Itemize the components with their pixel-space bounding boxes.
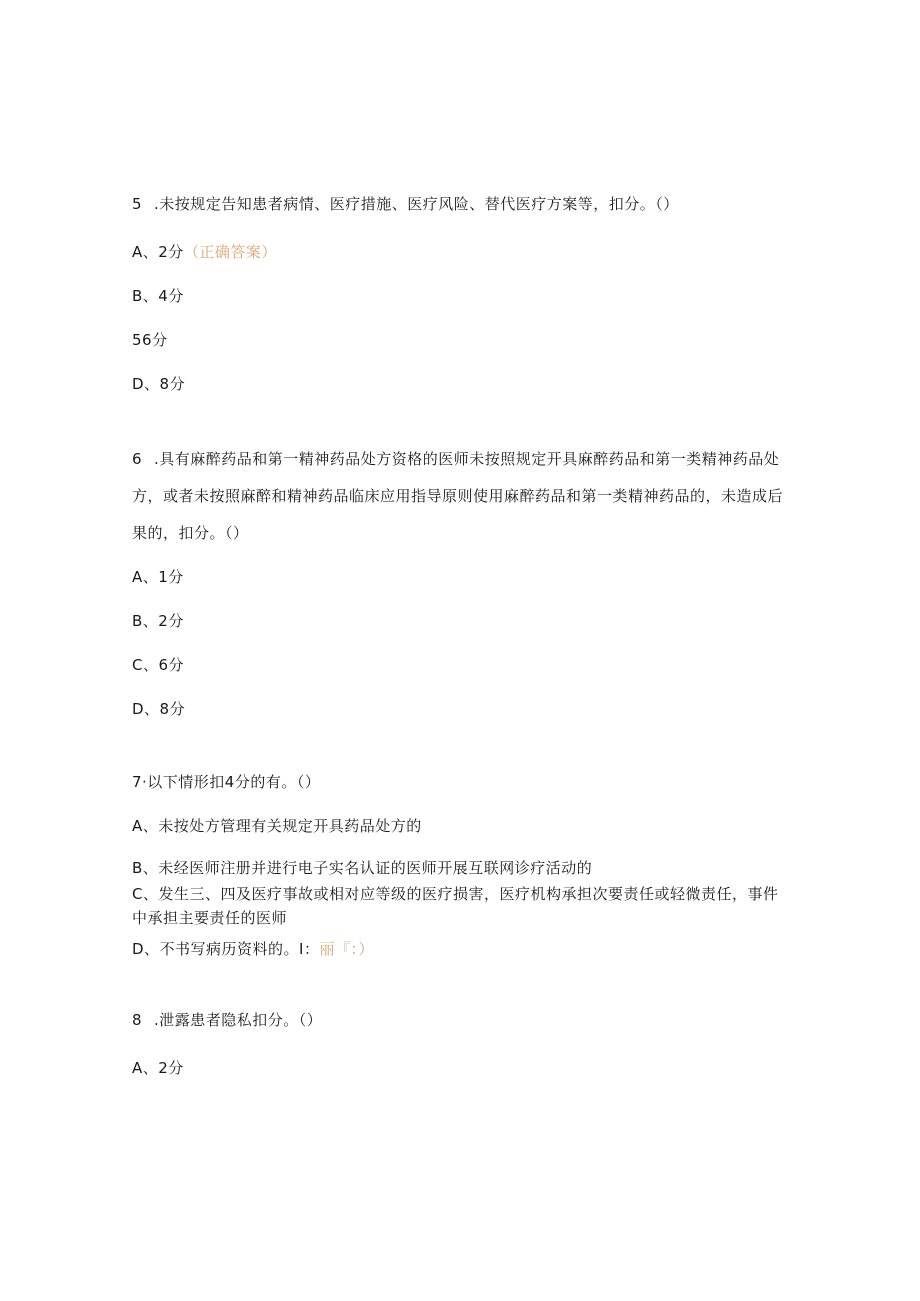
option-label: 56分: [132, 331, 168, 349]
question-text: .泄露患者隐私扣分。（）: [154, 1011, 323, 1029]
correct-answer-note: （正确答案）: [183, 243, 277, 261]
option-b[interactable]: [132, 610, 184, 632]
option-label: D、8分: [132, 375, 186, 393]
option-c[interactable]: [132, 882, 792, 930]
option-d[interactable]: [132, 373, 185, 395]
question-8-stem: [132, 1009, 322, 1031]
option-a[interactable]: [132, 1057, 184, 1079]
option-label: A、1分: [132, 568, 184, 586]
option-d[interactable]: [132, 938, 374, 960]
option-label: B、4分: [132, 287, 184, 305]
option-label: A、未按处方管理有关规定开具药品处方的: [132, 817, 422, 835]
option-b[interactable]: [132, 857, 592, 879]
option-a[interactable]: [132, 815, 422, 837]
option-d[interactable]: [132, 698, 185, 720]
question-text: .具有麻醉药品和第一精神药品处方资格的医师未按照规定开具麻醉药品和第一类精神药品处方，或者未按照麻醉和精神药品临床应用指导原则使用麻醉药品和第一类精神药品的，未造成后果的，扣分。（）: [132, 450, 784, 542]
answer-note: 丽『：）: [319, 940, 374, 958]
question-number: 5: [132, 195, 143, 213]
option-a[interactable]: [132, 566, 184, 588]
question-5-stem: [132, 193, 679, 215]
question-7-stem: [132, 771, 320, 793]
option-b[interactable]: [132, 285, 184, 307]
option-label: C、6分: [132, 656, 185, 674]
option-c[interactable]: [132, 654, 184, 676]
option-label: A、2分: [132, 1059, 184, 1077]
option-label: B、2分: [132, 612, 184, 630]
option-c[interactable]: [132, 329, 168, 351]
option-label: D、8分: [132, 700, 186, 718]
option-label: D、不书写病历资料的。I：: [132, 940, 320, 958]
question-text: .未按规定告知患者病情、医疗措施、医疗风险、替代医疗方案等，扣分。（）: [154, 195, 679, 213]
question-text: 7·以下情形扣4分的有。（）: [132, 773, 321, 791]
option-label: B、未经医师注册并进行电子实名认证的医师开展互联网诊疗活动的: [132, 859, 593, 877]
question-6-stem: [132, 441, 792, 552]
option-label: A、2分: [132, 243, 184, 261]
question-number: 6: [132, 450, 143, 468]
option-a[interactable]: [132, 241, 277, 263]
question-number: 8: [132, 1011, 143, 1029]
option-label: C、发生三、四及医疗事故或相对应等级的医疗损害，医疗机构承担次要责任或轻微责任，事件中承担主要责任的医师: [132, 885, 779, 927]
